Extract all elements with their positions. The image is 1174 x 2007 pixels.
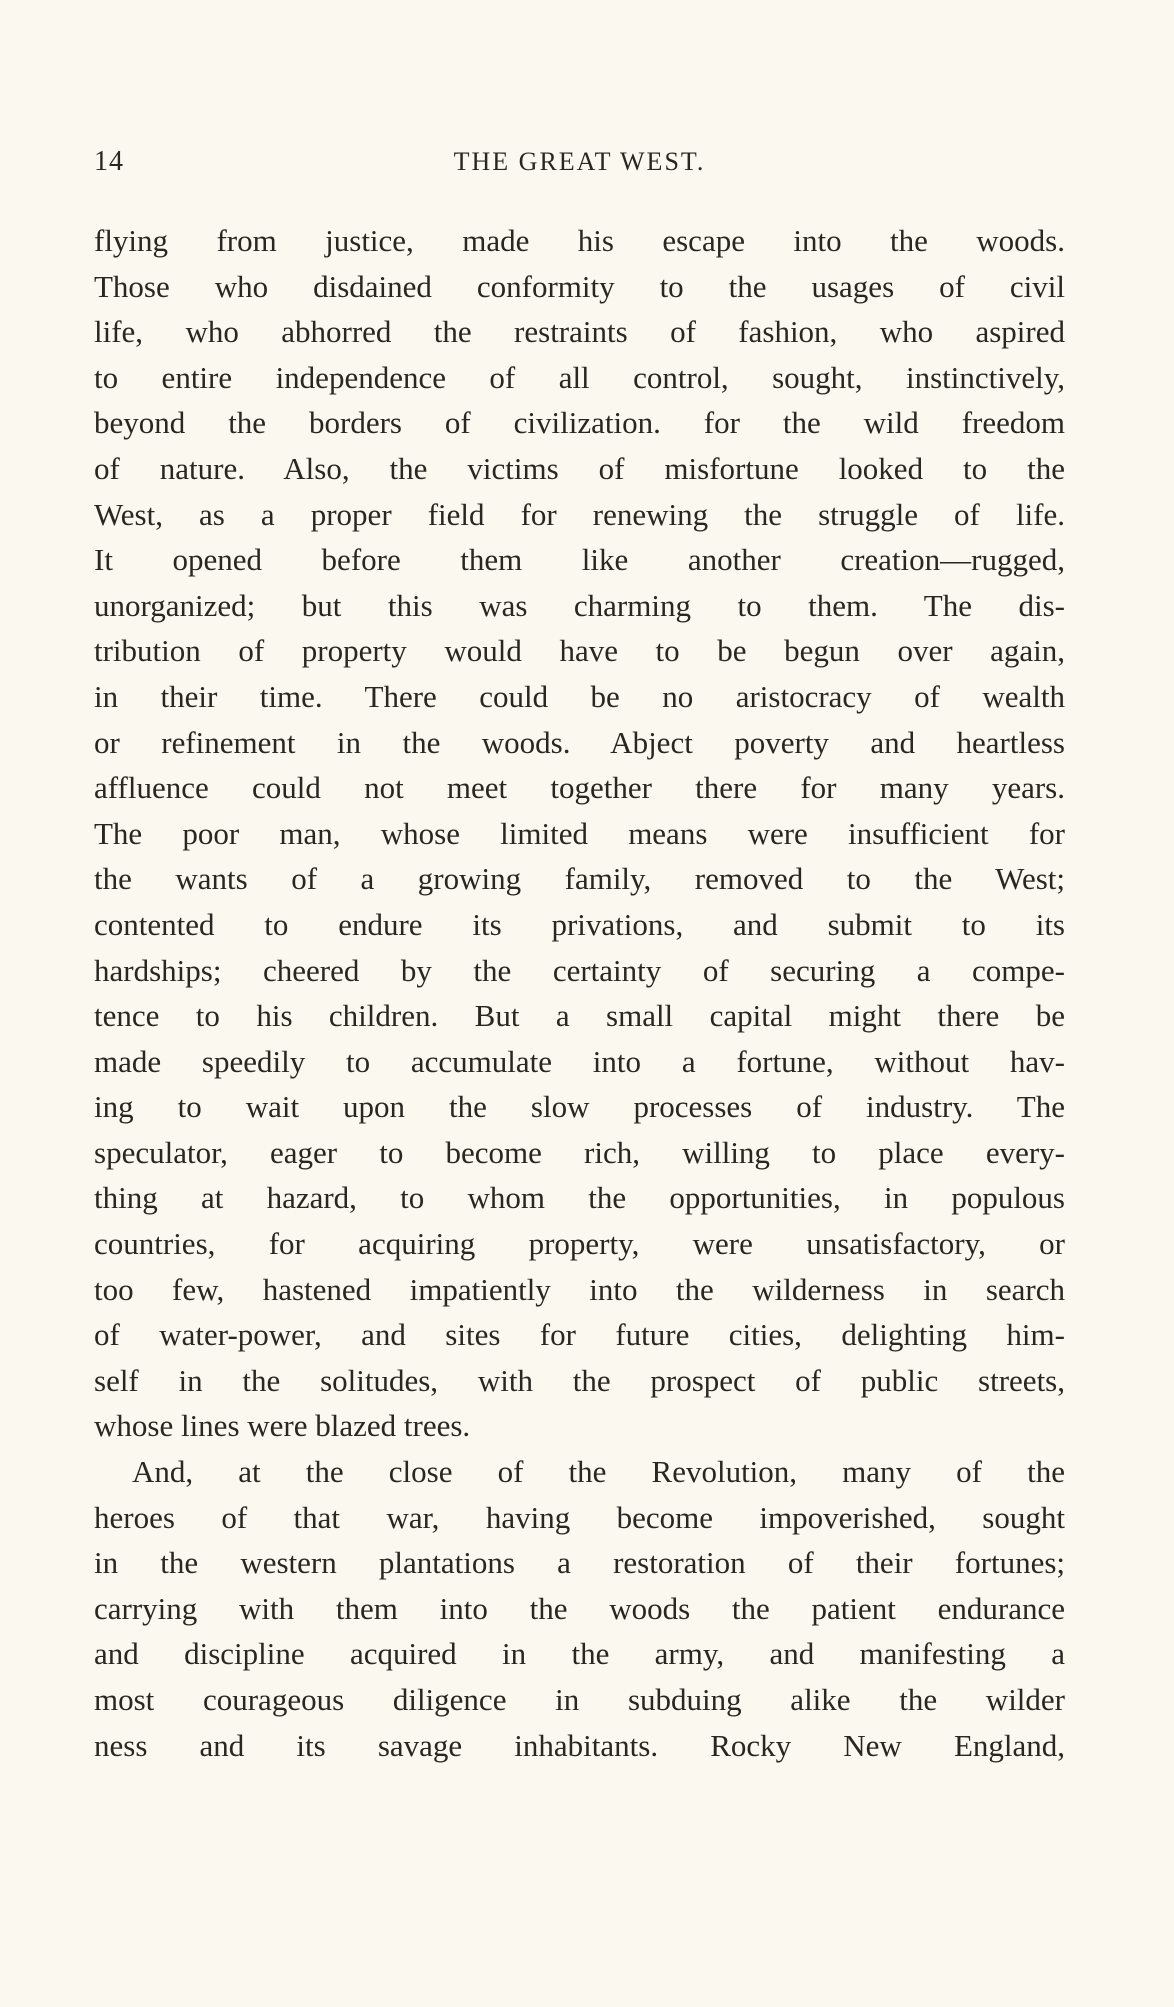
text-line: whose lines were blazed trees. bbox=[94, 1408, 471, 1444]
paragraph-2 bbox=[94, 1449, 1065, 1768]
text-line: The poor man, whose limited means were insufficient for bbox=[94, 815, 1065, 851]
text-line: ness and its savage inhabitants. Rocky New England, bbox=[94, 1727, 1065, 1763]
running-head bbox=[94, 140, 1065, 184]
page-number: 14 bbox=[94, 146, 124, 177]
text-line: most courageous diligence in subduing alike the wilder bbox=[94, 1682, 1065, 1717]
text-line: made speedily to accumulate into a fortune, without hav- bbox=[94, 1043, 1065, 1079]
text-line: And, at the close of the Revolution, many of the bbox=[132, 1454, 1065, 1490]
text-line: of water-power, and sites for future cities, delighting him- bbox=[94, 1317, 1065, 1353]
text-line: or refinement in the woods. Abject poverty and heartless bbox=[94, 724, 1065, 760]
text-line: carrying with them into the woods the patient endurance bbox=[94, 1590, 1065, 1626]
text-line: life, who abhorred the restraints of fashion, who aspired bbox=[94, 314, 1065, 350]
text-line: heroes of that war, having become impoverished, sought bbox=[94, 1499, 1065, 1535]
text-line: thing at hazard, to whom the opportunities, in populous bbox=[94, 1180, 1065, 1216]
text-line: and discipline acquired in the army, and manifesting a bbox=[94, 1636, 1065, 1672]
text-line: in their time. There could be no aristocracy of wealth bbox=[94, 678, 1065, 714]
text-line: affluence could not meet together there for many years. bbox=[94, 770, 1065, 806]
text-line: countries, for acquiring property, were unsatisfactory, or bbox=[94, 1226, 1065, 1262]
body-text bbox=[94, 218, 1065, 1768]
text-line: contented to endure its privations, and submit to its bbox=[94, 906, 1065, 942]
text-line: speculator, eager to become rich, willing to place every- bbox=[94, 1134, 1065, 1170]
text-line: unorganized; but this was charming to them. The dis- bbox=[94, 587, 1065, 623]
text-line: tence to his children. But a small capital might there be bbox=[94, 998, 1065, 1034]
text-line: hardships; cheered by the certainty of securing a compe- bbox=[94, 952, 1065, 988]
paragraph-1 bbox=[94, 218, 1065, 1449]
text-line: in the western plantations a restoration of their fortunes; bbox=[94, 1545, 1065, 1581]
text-line: beyond the borders of civilization. for the wild freedom bbox=[94, 405, 1065, 441]
text-line: West, as a proper field for renewing the struggle of life. bbox=[94, 496, 1065, 532]
text-line: to entire independence of all control, sought, instinctively, bbox=[94, 359, 1065, 395]
text-line: It opened before them like another creation—rugged, bbox=[94, 542, 1065, 578]
text-line: flying from justice, made his escape into the woods. bbox=[94, 223, 1065, 258]
text-line: self in the solitudes, with the prospect of public streets, bbox=[94, 1362, 1065, 1398]
text-line: too few, hastened impatiently into the wilderness in search bbox=[94, 1271, 1065, 1307]
text-line: Those who disdained conformity to the usages of civil bbox=[94, 268, 1065, 304]
running-title: THE GREAT WEST. bbox=[453, 147, 706, 176]
text-line: of nature. Also, the victims of misfortune looked to the bbox=[94, 450, 1065, 486]
text-line: ing to wait upon the slow processes of industry. The bbox=[94, 1089, 1065, 1125]
text-line: the wants of a growing family, removed to the West; bbox=[94, 861, 1065, 897]
text-line: tribution of property would have to be begun over again, bbox=[94, 633, 1065, 669]
